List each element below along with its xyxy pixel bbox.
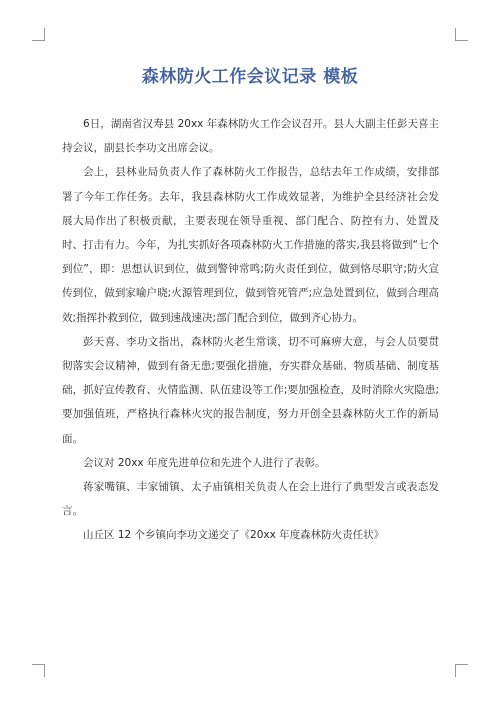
document-body [62,112,439,548]
corner-mark-top-left [32,28,45,41]
paragraph-meeting-intro: 6日，湖南省汉寿县 20xx 年森林防火工作会议召开。县人大副主任彭天喜主持会议，副县长李功文出席会议。 [62,118,439,155]
paragraph-responsibility-letters: 山丘区 12 个乡镇向李功文递交了《20xx 年度森林防火责任状》 [83,529,385,542]
corner-mark-bottom-left [32,664,45,677]
document-title: 森林防火工作会议记录 模板 [141,67,359,87]
corner-mark-bottom-right [455,664,468,677]
paragraph-leader-remarks: 彭天喜、李功文指出，森林防火老生常谈，切不可麻痹大意，与会人员要贯彻落实会议精神，做到有备无患;要强化措施，夯实群众基础、物质基础、制度基础，抓好宣传教育、火情监测、队伍建设等工作;要加强检查，及时消除火灾隐患;要加强值班，严格执行森林火灾的报告制度，努力开创全县森林防火工作的新局面。 [62,335,439,445]
corner-mark-top-right [455,28,468,41]
paragraph-work-report: 会上，县林业局负责人作了森林防火工作报告，总结去年工作成绩，安排部署了今年工作任务。去年，我县森林防火工作成效显著，为维护全县经济社会发展大局作出了积极贡献，主要表现在领导重视、部门配合、防控有力、处置及时、打击有力。今年，为扎实抓好各项森林防火工作措施的落实,我县将做到“七个到位”，即：思想认识到位，做到警钟常鸣;防火责任到位，做到恪尽职守;防火宣传到位，做到家喻户晓;火源管理到位，做到管死管严;应急处置到位，做到合理高效;指挥扑救到位，做到速战速决;部门配合到位，做到齐心协力。 [62,166,439,324]
paragraph-commendation: 会议对 20xx 年度先进单位和先进个人进行了表彰。 [83,456,326,469]
paragraph-typical-speeches: 蒋家嘴镇、丰家铺镇、太子庙镇相关负责人在会上进行了典型发言或表态发言。 [62,481,439,518]
